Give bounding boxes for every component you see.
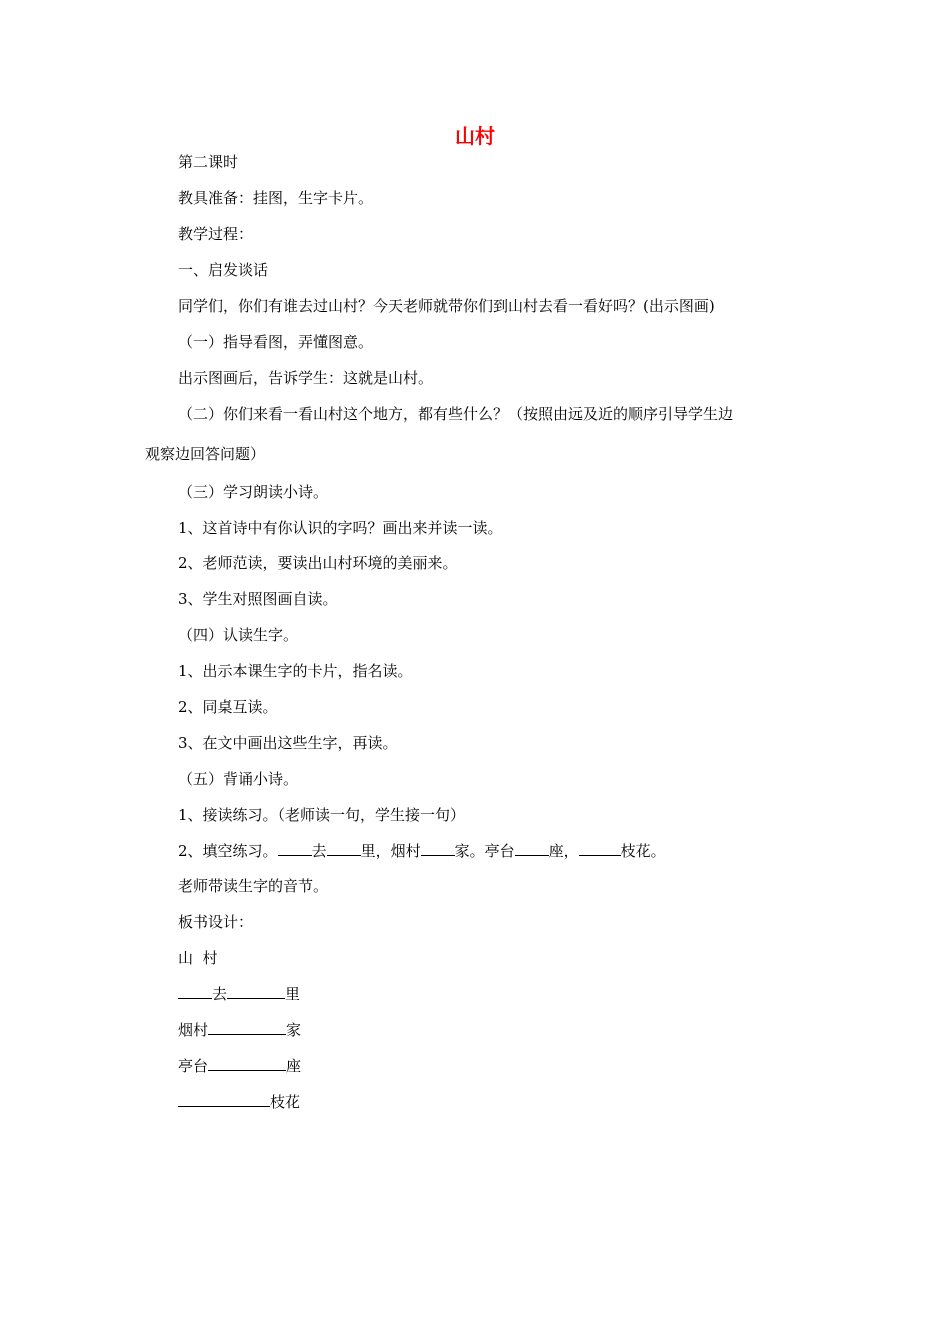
board-word: 去 [212, 985, 228, 1003]
board-row-3 [178, 1055, 301, 1077]
syllable-line: 老师带读生字的音节。 [178, 877, 329, 895]
blank-line [515, 840, 549, 856]
board-title: 山 村 [178, 949, 218, 967]
part-heading-3: （三）学习朗读小诗。 [178, 483, 329, 501]
part-heading-4: （四）认读生字。 [178, 626, 299, 644]
section-heading: 一、启发谈话 [178, 261, 269, 279]
board-word: 里 [285, 985, 301, 1003]
list-item: 2、同桌互读。 [178, 698, 278, 716]
list-item: 3、学生对照图画自读。 [178, 590, 338, 608]
list-item: 3、在文中画出这些生字，再读。 [178, 734, 398, 752]
board-label: 板书设计： [178, 913, 254, 931]
board-row-2 [178, 1019, 301, 1041]
fill-word: 座， [548, 842, 579, 860]
list-item: 1、出示本课生字的卡片，指名读。 [178, 662, 413, 680]
blank-line [208, 1055, 286, 1071]
fill-word: 去 [311, 842, 327, 860]
part-heading-2: （二）你们来看一看山村这个地方，都有些什么？（按照由远及近的顺序引导学生边 [178, 405, 734, 423]
fill-prefix: 2、填空练习。 [178, 842, 278, 860]
board-word: 座 [286, 1057, 302, 1075]
blank-line [278, 840, 312, 856]
document-title: 山村 [455, 124, 495, 148]
fill-blank-exercise [178, 840, 666, 862]
board-word: 亭台 [178, 1057, 209, 1075]
list-item: 1、这首诗中有你认识的字吗？画出来并读一读。 [178, 519, 503, 537]
lesson-label: 第二课时 [178, 153, 239, 171]
blank-line [579, 840, 621, 856]
part2-continuation: 观察边回答问题） [145, 445, 266, 463]
board-word: 烟村 [178, 1021, 209, 1039]
list-item: 2、老师范读，要读出山村环境的美丽来。 [178, 554, 458, 572]
fill-word: 枝花。 [620, 842, 666, 860]
process-label: 教学过程： [178, 225, 254, 243]
part-heading-5: （五）背诵小诗。 [178, 770, 299, 788]
board-row-1 [178, 983, 300, 1005]
board-word: 枝花 [270, 1093, 301, 1111]
blank-line [227, 983, 285, 999]
blank-line [178, 1091, 270, 1107]
list-item: 1、接读练习。（老师读一句，学生接一句） [178, 806, 466, 824]
blank-line [421, 840, 455, 856]
part-heading-1: （一）指导看图，弄懂图意。 [178, 333, 374, 351]
intro-paragraph: 同学们，你们有谁去过山村？今天老师就带你们到山村去看一看好吗？(出示图画) [178, 297, 715, 315]
blank-line [327, 840, 361, 856]
board-row-4 [178, 1091, 300, 1113]
part1-text: 出示图画后，告诉学生：这就是山村。 [178, 369, 434, 387]
board-word: 家 [286, 1021, 302, 1039]
tools-line: 教具准备：挂图，生字卡片。 [178, 189, 374, 207]
fill-word: 里，烟村 [360, 842, 421, 860]
blank-line [208, 1019, 286, 1035]
fill-word: 家。亭台 [454, 842, 515, 860]
blank-line [178, 983, 212, 999]
